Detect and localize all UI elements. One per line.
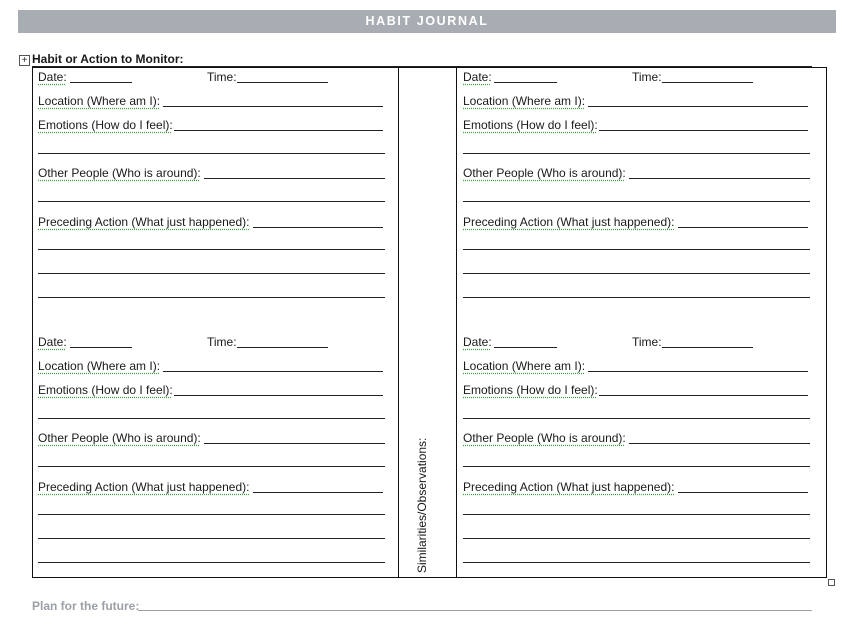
preceding-action-label: Preceding Action (What just happened): bbox=[463, 480, 675, 494]
answer-line[interactable] bbox=[463, 273, 810, 274]
date-line[interactable] bbox=[70, 82, 132, 83]
answer-line[interactable] bbox=[38, 273, 385, 274]
location-line[interactable] bbox=[588, 371, 808, 372]
other-people-line[interactable] bbox=[629, 443, 810, 444]
answer-line[interactable] bbox=[38, 201, 385, 202]
other-people-label: Other People (Who is around): bbox=[463, 166, 626, 180]
answer-line[interactable] bbox=[38, 466, 385, 467]
plan-for-future-label: Plan for the future: bbox=[32, 599, 140, 613]
time-label: Time: bbox=[207, 335, 237, 349]
answer-line[interactable] bbox=[463, 153, 810, 154]
preceding-action-label: Preceding Action (What just happened): bbox=[38, 480, 250, 494]
answer-line[interactable] bbox=[38, 297, 385, 298]
other-people-line[interactable] bbox=[204, 178, 385, 179]
habit-to-monitor-label: Habit or Action to Monitor: bbox=[32, 52, 184, 66]
time-label: Time: bbox=[632, 335, 662, 349]
location-label: Location (Where am I): bbox=[463, 94, 586, 108]
answer-line[interactable] bbox=[38, 562, 385, 563]
time-line[interactable] bbox=[237, 347, 328, 348]
answer-line[interactable] bbox=[38, 249, 385, 250]
answer-line[interactable] bbox=[463, 201, 810, 202]
emotions-label: Emotions (How do I feel): bbox=[38, 118, 173, 132]
time-line[interactable] bbox=[662, 82, 753, 83]
location-line[interactable] bbox=[163, 106, 383, 107]
answer-line[interactable] bbox=[463, 538, 810, 539]
other-people-label: Other People (Who is around): bbox=[38, 166, 201, 180]
answer-line[interactable] bbox=[463, 514, 810, 515]
other-people-label: Other People (Who is around): bbox=[38, 431, 201, 445]
answer-line[interactable] bbox=[463, 418, 810, 419]
other-people-label: Other People (Who is around): bbox=[463, 431, 626, 445]
date-label: Date: bbox=[38, 70, 67, 84]
answer-line[interactable] bbox=[463, 562, 810, 563]
location-label: Location (Where am I): bbox=[38, 359, 161, 373]
date-line[interactable] bbox=[70, 347, 132, 348]
date-line[interactable] bbox=[494, 82, 557, 83]
plan-for-future-field[interactable] bbox=[138, 610, 812, 611]
location-line[interactable] bbox=[588, 106, 808, 107]
column-divider bbox=[456, 68, 457, 577]
date-label: Date: bbox=[38, 335, 67, 349]
answer-line[interactable] bbox=[38, 514, 385, 515]
table-resize-handle[interactable] bbox=[828, 579, 835, 586]
answer-line[interactable] bbox=[38, 153, 385, 154]
emotions-line[interactable] bbox=[174, 395, 383, 396]
answer-line[interactable] bbox=[463, 297, 810, 298]
location-label: Location (Where am I): bbox=[463, 359, 586, 373]
time-line[interactable] bbox=[237, 82, 328, 83]
preceding-action-label: Preceding Action (What just happened): bbox=[38, 215, 250, 229]
preceding-action-line[interactable] bbox=[253, 492, 383, 493]
answer-line[interactable] bbox=[38, 538, 385, 539]
time-label: Time: bbox=[632, 70, 662, 84]
preceding-action-line[interactable] bbox=[678, 492, 808, 493]
preceding-action-label: Preceding Action (What just happened): bbox=[463, 215, 675, 229]
emotions-label: Emotions (How do I feel): bbox=[463, 383, 598, 397]
preceding-action-line[interactable] bbox=[253, 227, 383, 228]
emotions-line[interactable] bbox=[599, 130, 808, 131]
emotions-label: Emotions (How do I feel): bbox=[463, 118, 598, 132]
other-people-line[interactable] bbox=[629, 178, 810, 179]
location-label: Location (Where am I): bbox=[38, 94, 161, 108]
preceding-action-line[interactable] bbox=[678, 227, 808, 228]
date-label: Date: bbox=[463, 335, 492, 349]
time-line[interactable] bbox=[662, 347, 753, 348]
date-line[interactable] bbox=[494, 347, 557, 348]
habit-to-monitor-field[interactable] bbox=[32, 52, 812, 67]
observations-label: Similarities/Observations: bbox=[415, 437, 429, 573]
answer-line[interactable] bbox=[38, 418, 385, 419]
emotions-line[interactable] bbox=[174, 130, 383, 131]
date-label: Date: bbox=[463, 70, 492, 84]
time-label: Time: bbox=[207, 70, 237, 84]
location-line[interactable] bbox=[163, 371, 383, 372]
page-title: HABIT JOURNAL bbox=[18, 10, 836, 33]
emotions-label: Emotions (How do I feel): bbox=[38, 383, 173, 397]
answer-line[interactable] bbox=[463, 466, 810, 467]
emotions-line[interactable] bbox=[599, 395, 808, 396]
other-people-line[interactable] bbox=[204, 443, 385, 444]
table-move-handle-icon[interactable]: + bbox=[19, 55, 30, 66]
answer-line[interactable] bbox=[463, 249, 810, 250]
